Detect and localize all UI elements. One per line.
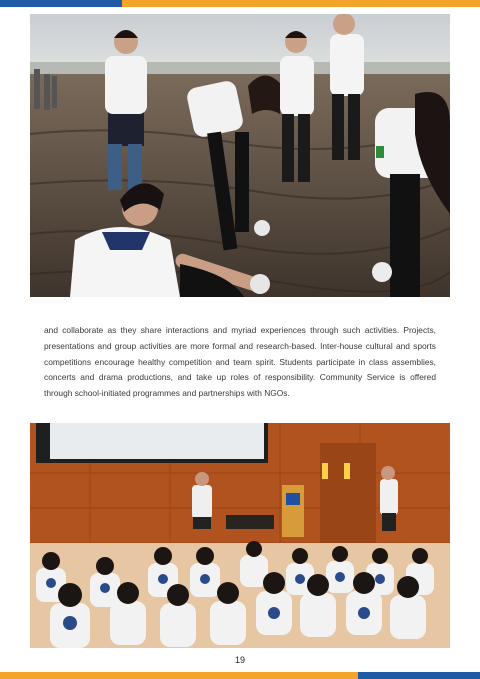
beach-cleanup-photo <box>30 14 450 297</box>
auditorium-photo <box>30 423 450 648</box>
page-number: 19 <box>234 655 245 665</box>
top-accent-bar-blue <box>0 0 122 7</box>
bottom-accent-bar-blue <box>358 672 480 679</box>
bottom-accent-bar-orange <box>0 672 358 679</box>
top-accent-bar-orange <box>122 0 480 7</box>
body-paragraph: and collaborate as they share interactions and myriad experiences through such activities. Projects, presentations and group activities are more formal and research-based. Inter-house cultural and sports competitions encourage healthy competition and team spirit. Students participate in class assemblies, concerts and drama productions, and take up roles of responsibility. Community Service is offered through school-initiated programmes and partnerships with NGOs. <box>44 325 436 399</box>
